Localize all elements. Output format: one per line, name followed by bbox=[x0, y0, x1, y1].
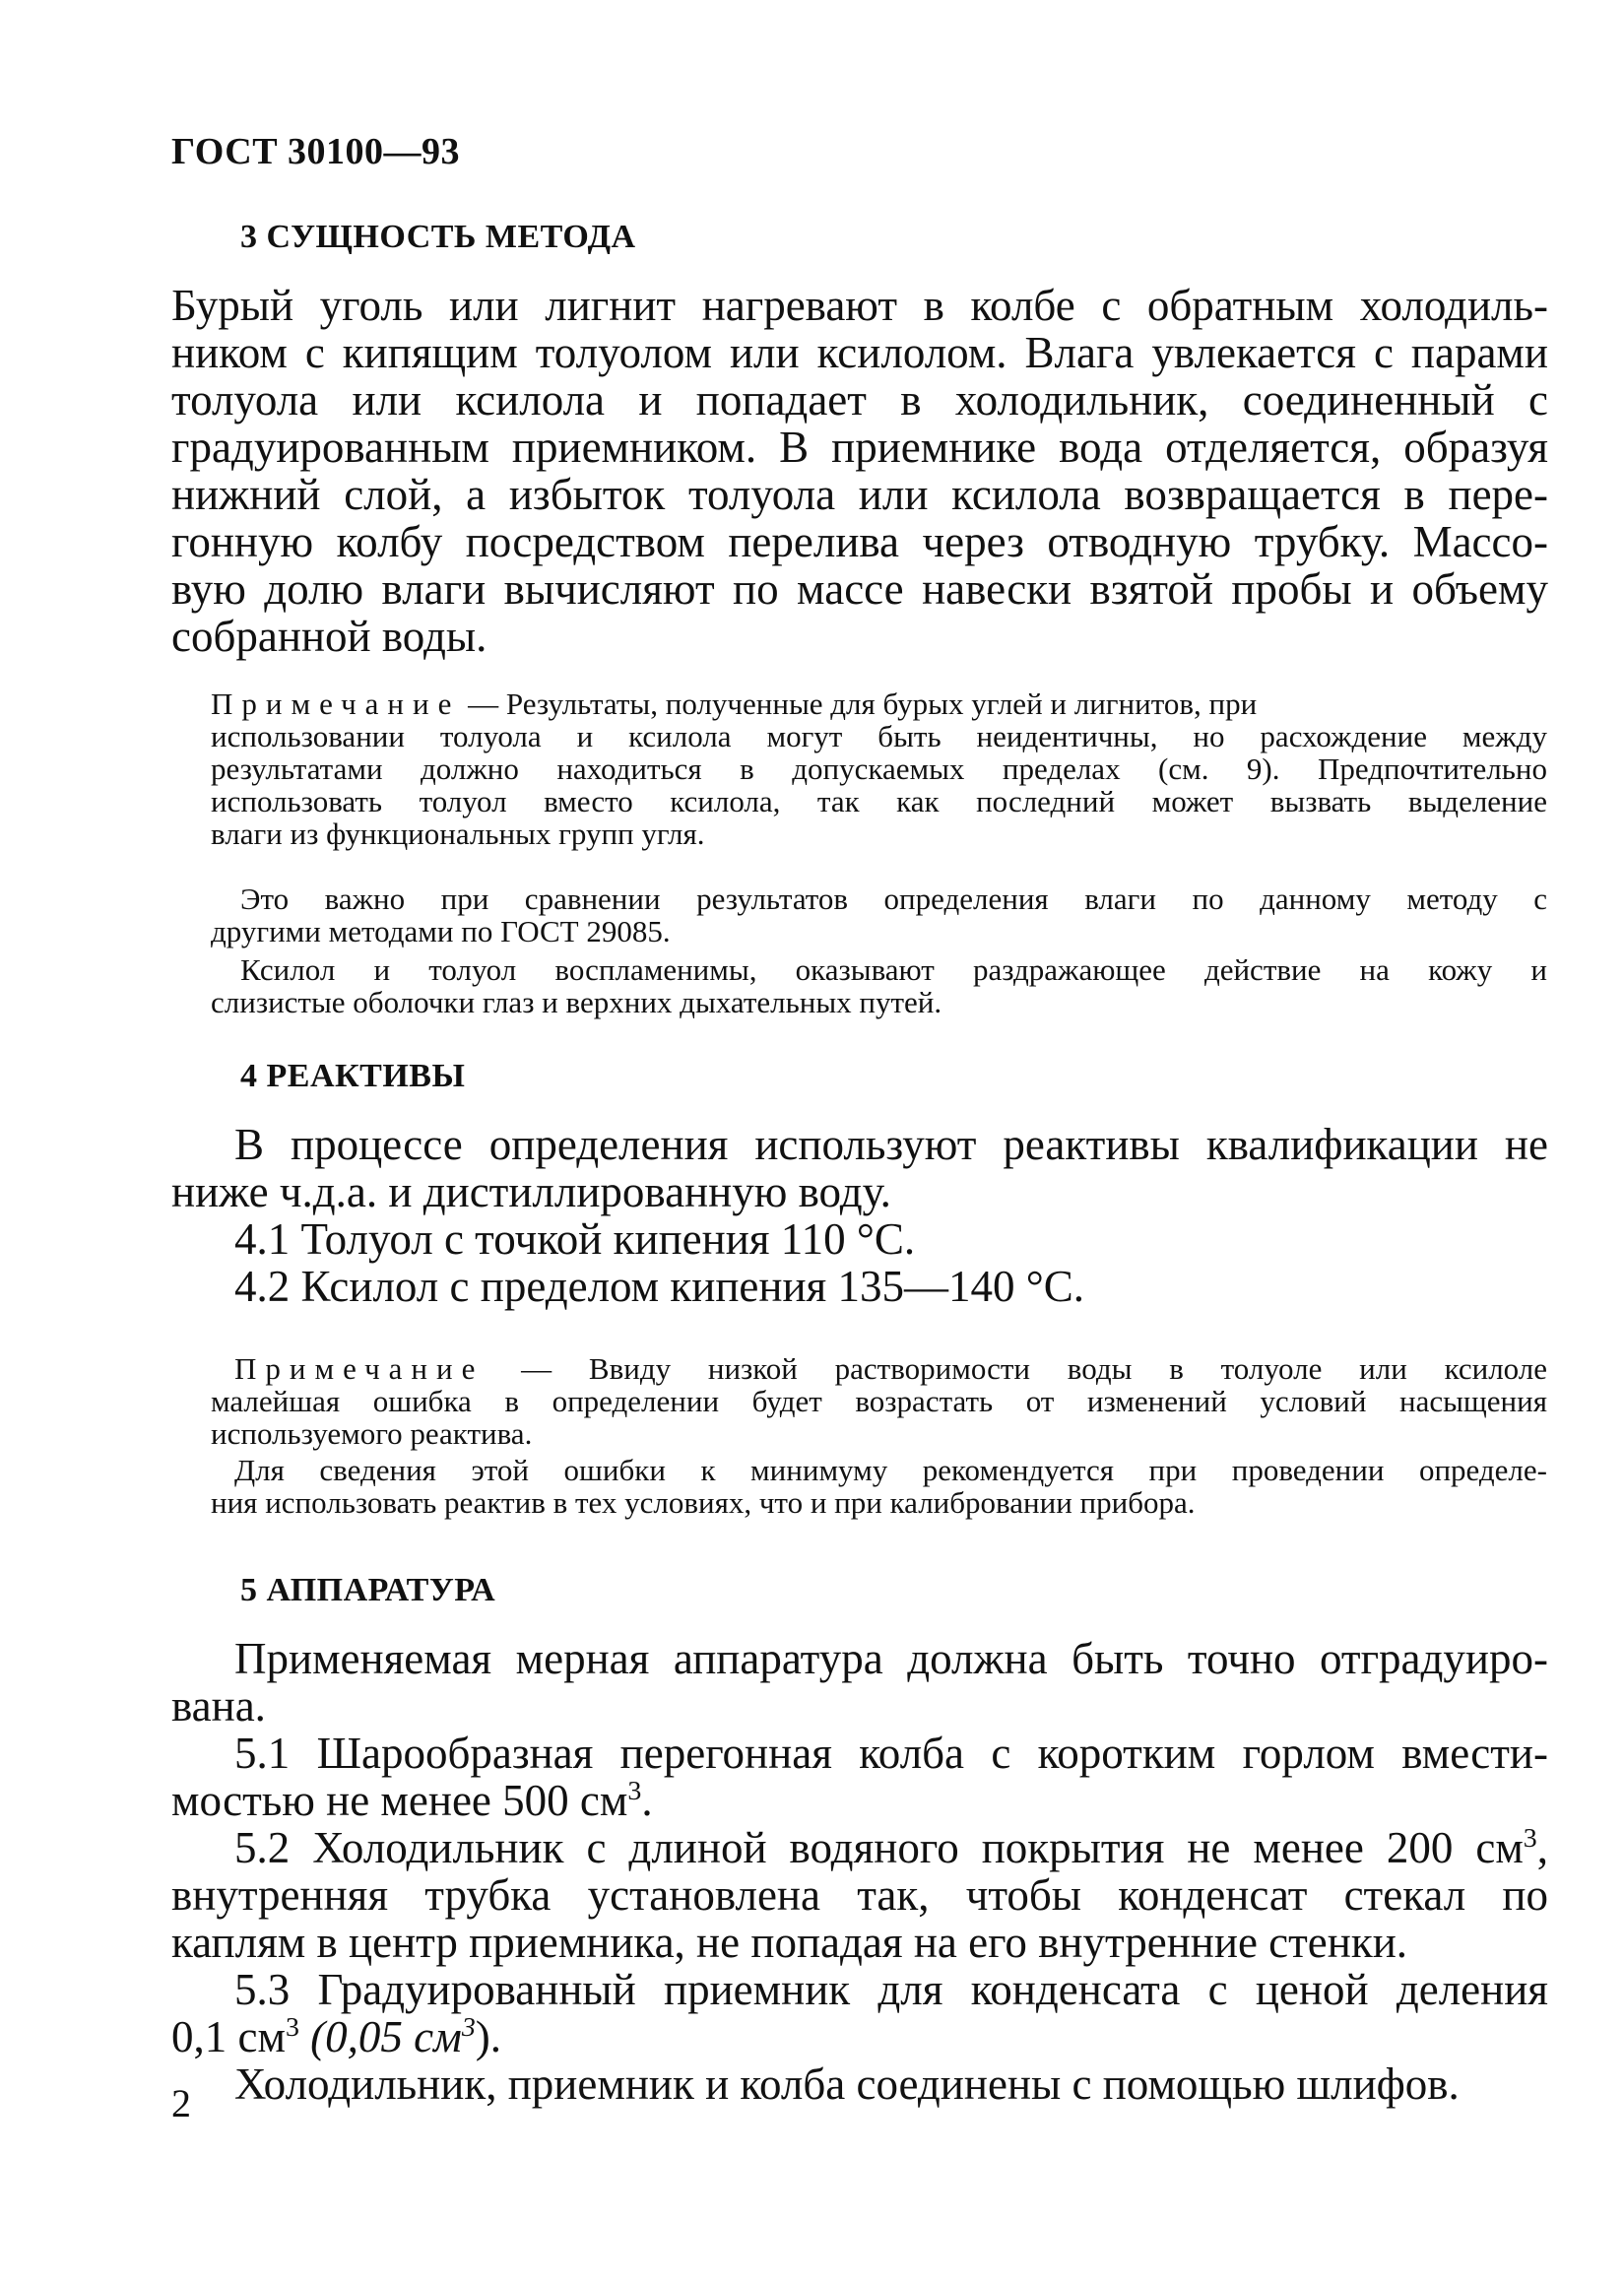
note-text: — Ввиду низкой растворимости воды в толуоле или ксилоле bbox=[484, 1351, 1547, 1386]
note-line: влаги из функциональных групп угля. bbox=[211, 816, 705, 851]
text-line: 5.3 Градуированный приемник для конденсата с ценой деления bbox=[234, 1965, 1548, 2014]
note-label: Примечание bbox=[234, 1351, 485, 1386]
page-number: 2 bbox=[171, 2081, 191, 2125]
note-line: другими методами по ГОСТ 29085. bbox=[211, 914, 671, 948]
text-line: ником с кипящим толуолом или ксилолом. Влага увлекается с парами bbox=[171, 328, 1548, 377]
note-line: результатами должно находиться в допускаемых пределах (см. 9). Предпочтительно bbox=[211, 751, 1547, 786]
punctuation: ). bbox=[475, 2012, 502, 2061]
note-line: Ксилол и толуол воспламенимы, оказывают раздражающее действие на кожу и bbox=[240, 952, 1547, 987]
text-line: гонную колбу посредством перелива через отводную трубку. Массо- bbox=[171, 517, 1548, 566]
document-code-header: ГОСТ 30100—93 bbox=[171, 131, 461, 172]
note-line: использовать толуол вместо ксилола, так как последний может вызвать выделение bbox=[211, 784, 1547, 818]
note-label: Примечание bbox=[211, 686, 461, 721]
italic-value: (0,05 см bbox=[310, 2012, 462, 2061]
text-line: толуола или ксилола и попадает в холодильник, соединенный с bbox=[171, 375, 1548, 425]
note-line: Это важно при сравнении результатов определения влаги по данному методу с bbox=[240, 882, 1547, 916]
section-4-note bbox=[211, 1352, 1547, 1450]
section-5-paragraph bbox=[171, 1635, 1548, 1730]
text-line: Бурый уголь или лигнит нагревают в колбе с обратным холодиль- bbox=[171, 281, 1548, 330]
section-3-note-3 bbox=[211, 953, 1547, 1018]
text-line: мостью не менее 500 см bbox=[171, 1776, 628, 1825]
note-line: ния использовать реактив в тех условиях, что и при калибровании прибора. bbox=[211, 1485, 1196, 1520]
section-4-paragraph bbox=[171, 1121, 1548, 1215]
section-3-note-2 bbox=[211, 882, 1547, 947]
text-line: 5.1 Шарообразная перегонная колба с коротким горлом вмести- bbox=[234, 1729, 1548, 1778]
note-line: Для сведения этой ошибки к минимуму рекомендуется при проведении определе- bbox=[234, 1453, 1547, 1487]
text-line: нижний слой, а избыток толуола или ксилола возвращается в пере- bbox=[171, 470, 1548, 519]
section-4-note-2 bbox=[211, 1454, 1547, 1519]
section-3-note bbox=[211, 687, 1547, 720]
section-4-title: 4 РЕАКТИВЫ bbox=[240, 1058, 466, 1094]
apparatus-item-condenser bbox=[171, 1824, 1548, 1966]
note-line: слизистые оболочки глаз и верхних дыхательных путей. bbox=[211, 985, 942, 1019]
section-3-note-body bbox=[211, 720, 1547, 850]
apparatus-item-flask bbox=[171, 1730, 1548, 1824]
text-line: ниже ч.д.а. и дистиллированную воду. bbox=[171, 1167, 891, 1216]
note-line: используемого реактива. bbox=[211, 1416, 533, 1451]
punctuation: . bbox=[641, 1776, 653, 1825]
text-line: собранной воды. bbox=[171, 612, 487, 661]
text-line: внутренняя трубка установлена так, чтобы конденсат стекал по bbox=[171, 1870, 1548, 1920]
section-3-title: 3 СУЩНОСТЬ МЕТОДА bbox=[240, 219, 636, 255]
apparatus-connection-note: Холодильник, приемник и колба соединены с помощью шлифов. bbox=[234, 2059, 1460, 2109]
text-line: вую долю влаги вычисляют по массе навески взятой пробы и объему bbox=[171, 564, 1548, 614]
text-line: Применяемая мерная аппаратура должна быть точно отградуиро- bbox=[234, 1634, 1548, 1683]
note-text: — Результаты, полученные для бурых углей и лигнитов, при bbox=[460, 686, 1258, 721]
text-line: каплям в центр приемника, не попадая на его внутренние стенки. bbox=[171, 1918, 1408, 1967]
text-line: вана. bbox=[171, 1681, 266, 1731]
text-line: 5.2 Холодильник с длиной водяного покрытия не менее 200 см bbox=[234, 1823, 1524, 1872]
text-line: 0,1 см bbox=[171, 2012, 286, 2061]
note-line: использовании толуола и ксилола могут быть неидентичны, но расхождение между bbox=[211, 719, 1547, 753]
punctuation: , bbox=[1536, 1823, 1548, 1872]
text-line: градуированным приемником. В приемнике вода отделяется, образуя bbox=[171, 423, 1548, 472]
superscript: 3 bbox=[461, 2012, 476, 2043]
apparatus-item-receiver bbox=[171, 1966, 1548, 2060]
text-line: В процессе определения используют реактивы квалификации не bbox=[234, 1120, 1548, 1169]
reagent-item-toluene: 4.1 Толуол с точкой кипения 110 °С. bbox=[234, 1214, 916, 1264]
superscript: 3 bbox=[285, 2012, 299, 2043]
superscript: 3 bbox=[1523, 1823, 1537, 1854]
note-line: малейшая ошибка в определении будет возрастать от изменений условий насыщения bbox=[211, 1384, 1547, 1418]
section-5-title: 5 АППАРАТУРА bbox=[240, 1572, 496, 1608]
superscript: 3 bbox=[627, 1776, 642, 1806]
section-3-paragraph bbox=[171, 282, 1548, 660]
reagent-item-xylene: 4.2 Ксилол с пределом кипения 135—140 °С. bbox=[234, 1262, 1085, 1311]
